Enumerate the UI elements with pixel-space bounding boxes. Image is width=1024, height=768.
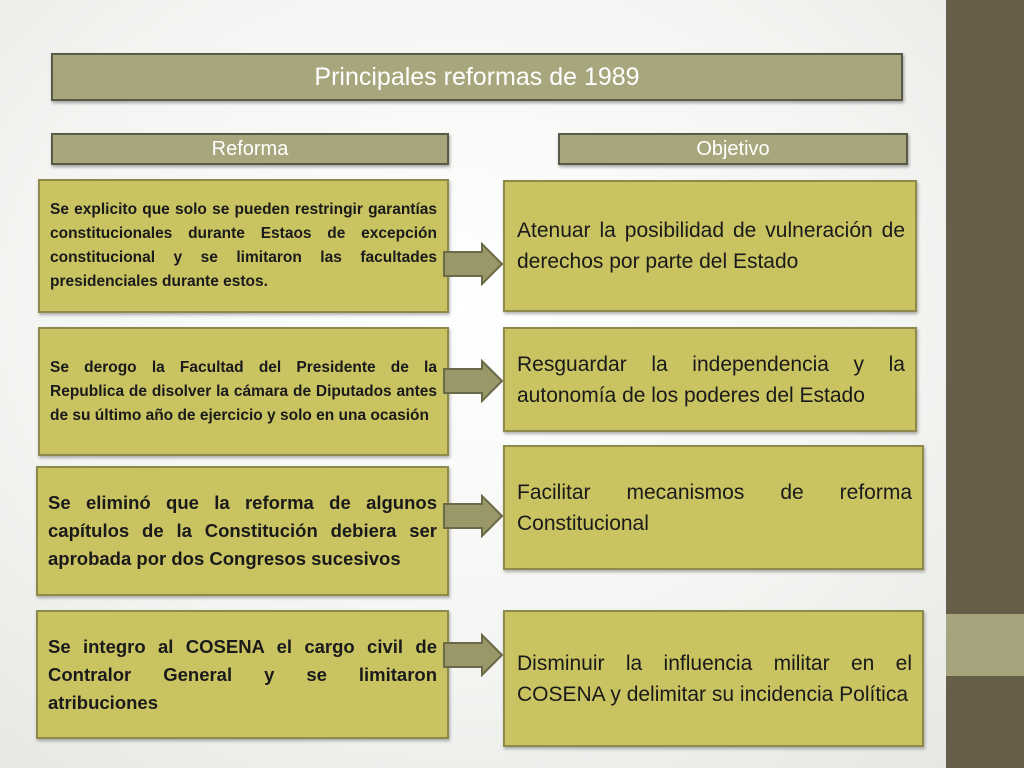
reforma-box-3: [36, 466, 449, 596]
reforma-text-1: Se explicito que solo se pueden restringir garantías constitucionales durante Estaos de excepción constitucional y se limitaron las facultades presidenciales durante estos.: [50, 201, 437, 290]
objetivo-text-1: Atenuar la posibilidad de vulneración de derechos por parte del Estado: [517, 219, 905, 273]
objetivo-box-3: [503, 445, 924, 570]
side-decoration-accent: [946, 614, 1024, 676]
slide-title-text: Principales reformas de 1989: [314, 62, 640, 91]
column-header-reforma: [51, 133, 449, 165]
arrow-right-icon: [442, 494, 504, 538]
column-header-reforma-label: Reforma: [211, 137, 289, 160]
objetivo-text-3: Facilitar mecanismos de reforma Constitucional: [517, 481, 912, 535]
reforma-text-2: Se derogo la Facultad del Presidente de la Republica de disolver la cámara de Diputados antes de su último año de ejercicio y solo en una ocasión: [50, 358, 437, 424]
column-header-objetivo-label: Objetivo: [696, 137, 770, 160]
reforma-text-4: Se integro al COSENA el cargo civil de Contralor General y se limitaron atribuciones: [48, 635, 437, 713]
column-header-objetivo: [558, 133, 908, 165]
slide-title: [51, 53, 903, 101]
objetivo-text-2: Resguardar la independencia y la autonomía de los poderes del Estado: [517, 352, 905, 407]
reforma-box-4: [36, 610, 449, 739]
objetivo-box-4: [503, 610, 924, 747]
reforma-box-2: [38, 327, 449, 456]
objetivo-box-2: [503, 327, 917, 432]
arrow-right-icon: [442, 359, 504, 403]
objetivo-box-1: [503, 180, 917, 312]
arrow-right-icon: [442, 242, 504, 286]
objetivo-text-4: Disminuir la influencia militar en el COSENA y delimitar su incidencia Política: [517, 651, 912, 706]
reforma-box-1: [38, 179, 449, 313]
reforma-text-3: Se eliminó que la reforma de algunos capítulos de la Constitución debiera ser aprobada por dos Congresos sucesivos: [48, 492, 437, 569]
arrow-right-icon: [442, 633, 504, 677]
